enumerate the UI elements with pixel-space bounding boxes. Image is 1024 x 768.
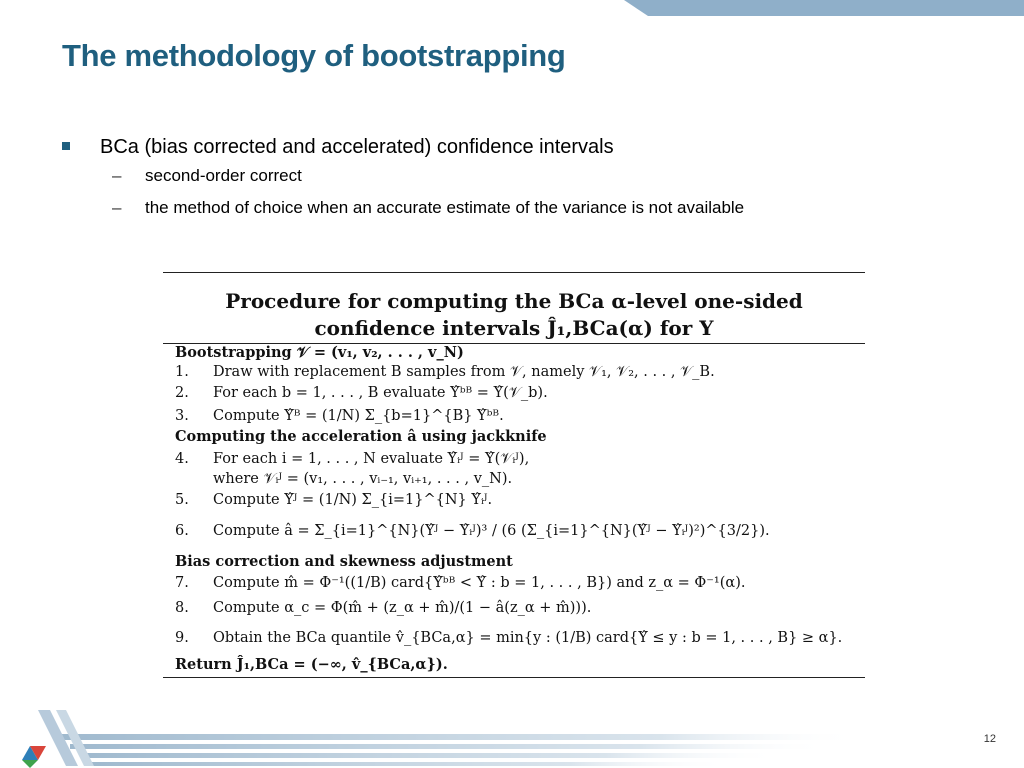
step-4: 4. For each i = 1, . . . , N evaluate Υ̂ᵢᴶ = Υ̂(𝒱ᵢᴶ), (175, 451, 530, 467)
square-bullet-icon (62, 142, 70, 150)
step-2: 2. For each b = 1, . . . , B evaluate Υ̂ᵇᴮ = Υ̂(𝒱_b). (175, 385, 548, 401)
step-8: 8. Compute α_c = Φ(m̂ + (z_α + m̂)/(1 − â(z_α + m̂))). (175, 600, 592, 616)
sub-bullet-text: second-order correct (145, 166, 302, 185)
step-4-continuation: where 𝒱ᵢᴶ = (v₁, . . . , vᵢ₋₁, vᵢ₊₁, . . . , v_N). (213, 471, 513, 487)
section-acceleration: Computing the acceleration â using jackknife (175, 428, 547, 445)
section-bootstrapping: Bootstrapping 𝒱 = (v₁, v₂, . . . , v_N) (175, 344, 464, 361)
bottom-rule (163, 677, 865, 678)
footer-decoration (0, 708, 1024, 768)
step-1: 1. Draw with replacement B samples from 𝒱, namely 𝒱₁, 𝒱₂, . . . , 𝒱_B. (175, 364, 715, 380)
dash-bullet-icon: – (112, 198, 122, 217)
dash-bullet-icon: – (112, 166, 122, 185)
slide-title: The methodology of bootstrapping (62, 38, 566, 73)
procedure-title-line2: confidence intervals Ĵ₁,BCa(α) for Υ (314, 316, 714, 340)
bullet-text: BCa (bias corrected and accelerated) confidence intervals (100, 136, 614, 158)
step-7: 7. Compute m̂ = Φ⁻¹((1/B) card{Υ̂ᵇᴮ < Υ̂ : b = 1, . . . , B}) and z_α = Φ⁻¹(α). (175, 575, 746, 591)
step-5: 5. Compute Υ̂ᴶ = (1/N) Σ_{i=1}^{N} Υ̂ᵢᴶ. (175, 492, 493, 508)
page-number: 12 (983, 733, 996, 745)
top-rule (163, 272, 865, 273)
procedure-title-line1: Procedure for computing the BCa α-level one-sided (225, 289, 803, 313)
section-bias-correction: Bias correction and skewness adjustment (175, 553, 513, 570)
step-6: 6. Compute â = Σ_{i=1}^{N}(Υ̂ᴶ − Υ̂ᵢᴶ)³ / (6 (Σ_{i=1}^{N}(Υ̂ᴶ − Υ̂ᵢᴶ)²)^{3/2}). (175, 523, 770, 539)
step-9: 9. Obtain the BCa quantile v̂_{BCa,α} = min{y : (1/B) card{Υ̂ ≤ y : b = 1, . . . , B} ≥ α}. (175, 630, 843, 646)
step-3: 3. Compute Υ̂ᴮ = (1/N) Σ_{b=1}^{B} Υ̂ᵇᴮ. (175, 408, 504, 424)
procedure-box (163, 272, 865, 678)
return-line: Return Ĵ₁,BCa = (−∞, v̂_{BCa,α}). (175, 656, 448, 673)
sub-bullet-text: the method of choice when an accurate estimate of the variance is not available (145, 198, 745, 217)
logo-icon (22, 746, 46, 768)
header-accent-band (624, 0, 1024, 16)
